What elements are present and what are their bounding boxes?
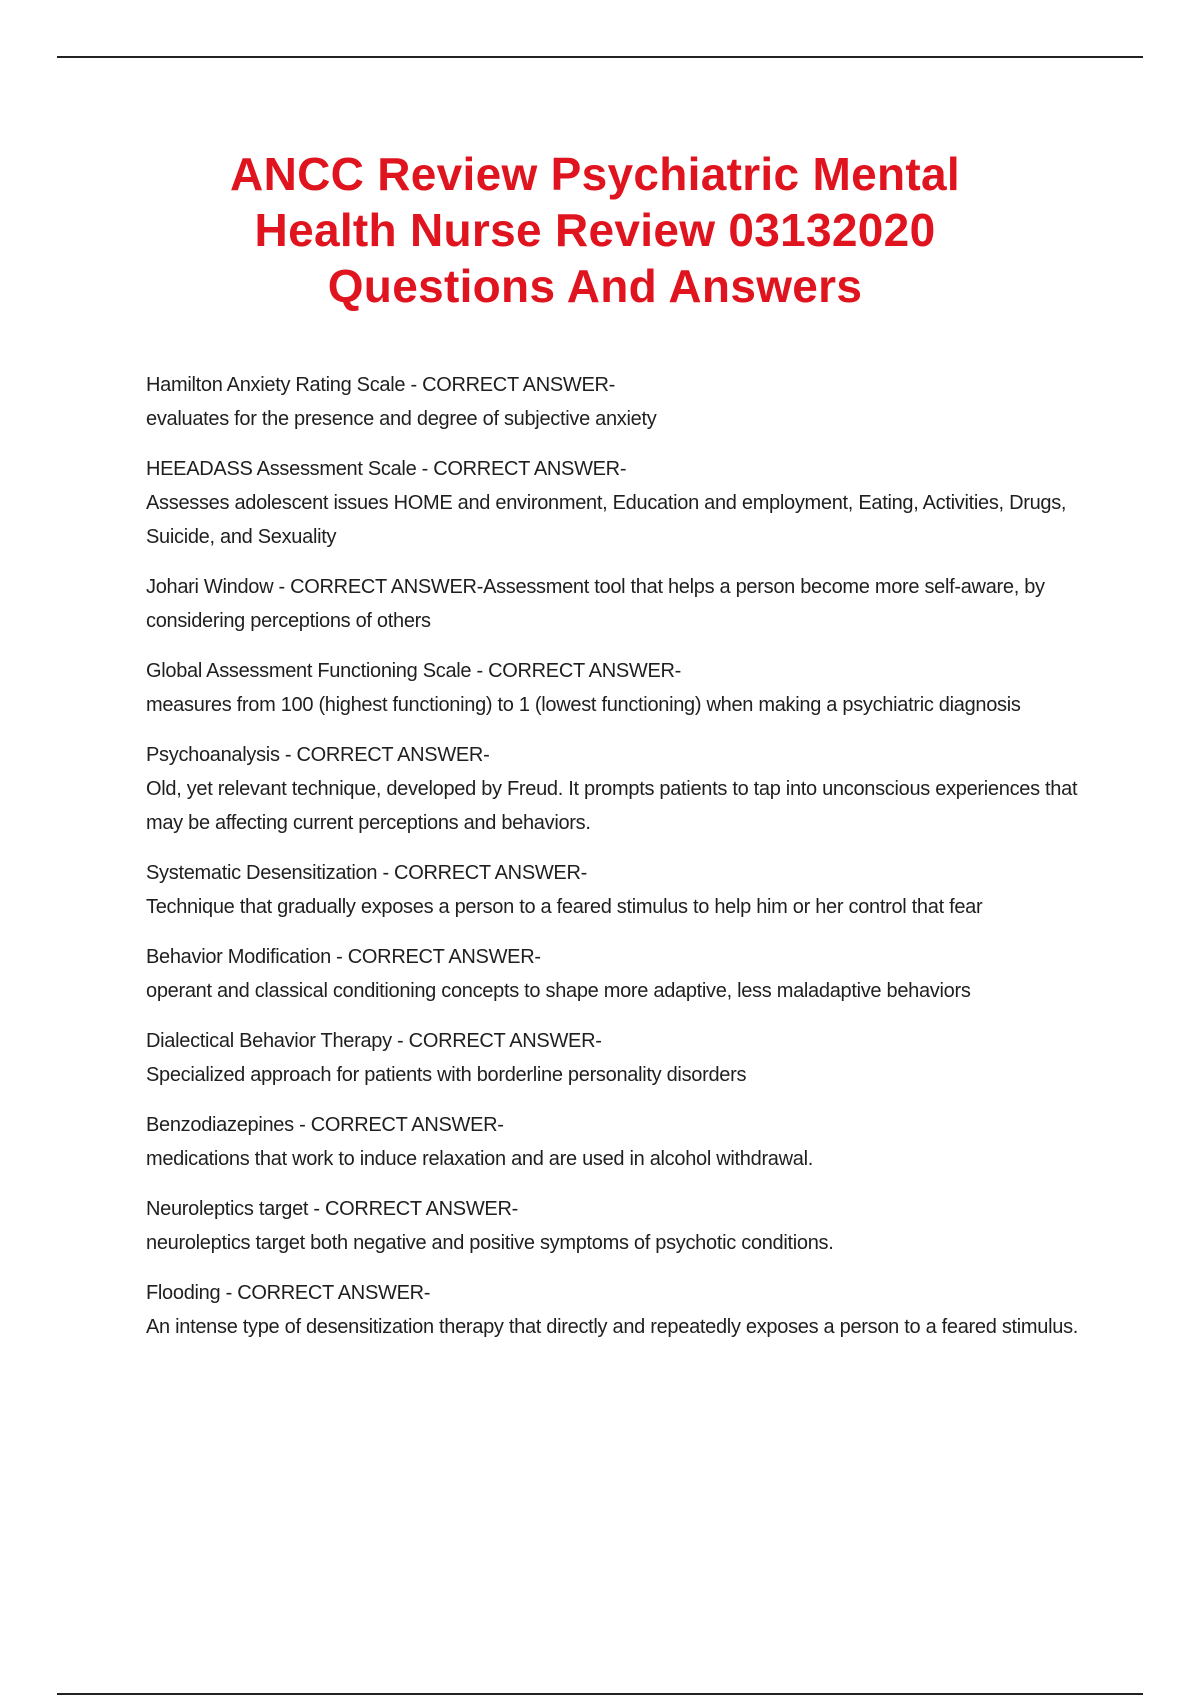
- qa-term: Psychoanalysis - CORRECT ANSWER-: [146, 744, 490, 766]
- qa-answer: Assessment tool that helps a person become more self-aware, by considering perceptions of others: [146, 576, 1045, 632]
- qa-entry: [146, 654, 1096, 722]
- qa-answer: operant and classical conditioning concepts to shape more adaptive, less maladaptive behaviors: [146, 980, 971, 1002]
- qa-term: Behavior Modification - CORRECT ANSWER-: [146, 946, 541, 968]
- qa-answer: Old, yet relevant technique, developed by Freud. It prompts patients to tap into unconscious experiences that may be affecting current perceptions and behaviors.: [146, 778, 1078, 834]
- title-line: Health Nurse Review 03132020: [254, 204, 936, 256]
- qa-entry: [146, 452, 1096, 554]
- qa-entry: [146, 1108, 1096, 1176]
- qa-answer: Specialized approach for patients with borderline personality disorders: [146, 1064, 747, 1086]
- top-divider: [57, 56, 1143, 58]
- qa-answer: Assesses adolescent issues HOME and environment, Education and employment, Eating, Activities, Drugs, Suicide, and Sexuality: [146, 492, 1067, 548]
- qa-entry: [146, 940, 1096, 1008]
- qa-entry: [146, 1192, 1096, 1260]
- qa-term: Neuroleptics target - CORRECT ANSWER-: [146, 1198, 518, 1220]
- qa-entry: [146, 1024, 1096, 1092]
- qa-entry: [146, 1276, 1096, 1344]
- qa-answer: medications that work to induce relaxation and are used in alcohol withdrawal.: [146, 1148, 813, 1170]
- qa-list: [146, 368, 1096, 1360]
- qa-term: HEEADASS Assessment Scale - CORRECT ANSWER-: [146, 458, 627, 480]
- document-title: [150, 146, 1040, 314]
- qa-answer: Technique that gradually exposes a person to a feared stimulus to help him or her control that fear: [146, 896, 983, 918]
- qa-answer: measures from 100 (highest functioning) to 1 (lowest functioning) when making a psychiatric diagnosis: [146, 694, 1021, 716]
- qa-term: Dialectical Behavior Therapy - CORRECT ANSWER-: [146, 1030, 602, 1052]
- qa-entry: [146, 368, 1096, 436]
- title-line: Questions And Answers: [327, 260, 863, 312]
- qa-term: Johari Window - CORRECT ANSWER-: [146, 576, 484, 598]
- qa-term: Benzodiazepines - CORRECT ANSWER-: [146, 1114, 504, 1136]
- bottom-divider: [57, 1693, 1143, 1695]
- qa-term: Global Assessment Functioning Scale - CORRECT ANSWER-: [146, 660, 682, 682]
- qa-entry: [146, 738, 1096, 840]
- qa-answer: evaluates for the presence and degree of subjective anxiety: [146, 408, 657, 430]
- qa-entry: [146, 570, 1096, 638]
- qa-answer: neuroleptics target both negative and positive symptoms of psychotic conditions.: [146, 1232, 834, 1254]
- qa-term: Flooding - CORRECT ANSWER-: [146, 1282, 431, 1304]
- qa-answer: An intense type of desensitization therapy that directly and repeatedly exposes a person to a feared stimulus.: [146, 1316, 1079, 1338]
- title-line: ANCC Review Psychiatric Mental: [230, 148, 960, 200]
- qa-term: Systematic Desensitization - CORRECT ANSWER-: [146, 862, 587, 884]
- qa-entry: [146, 856, 1096, 924]
- qa-term: Hamilton Anxiety Rating Scale - CORRECT ANSWER-: [146, 374, 616, 396]
